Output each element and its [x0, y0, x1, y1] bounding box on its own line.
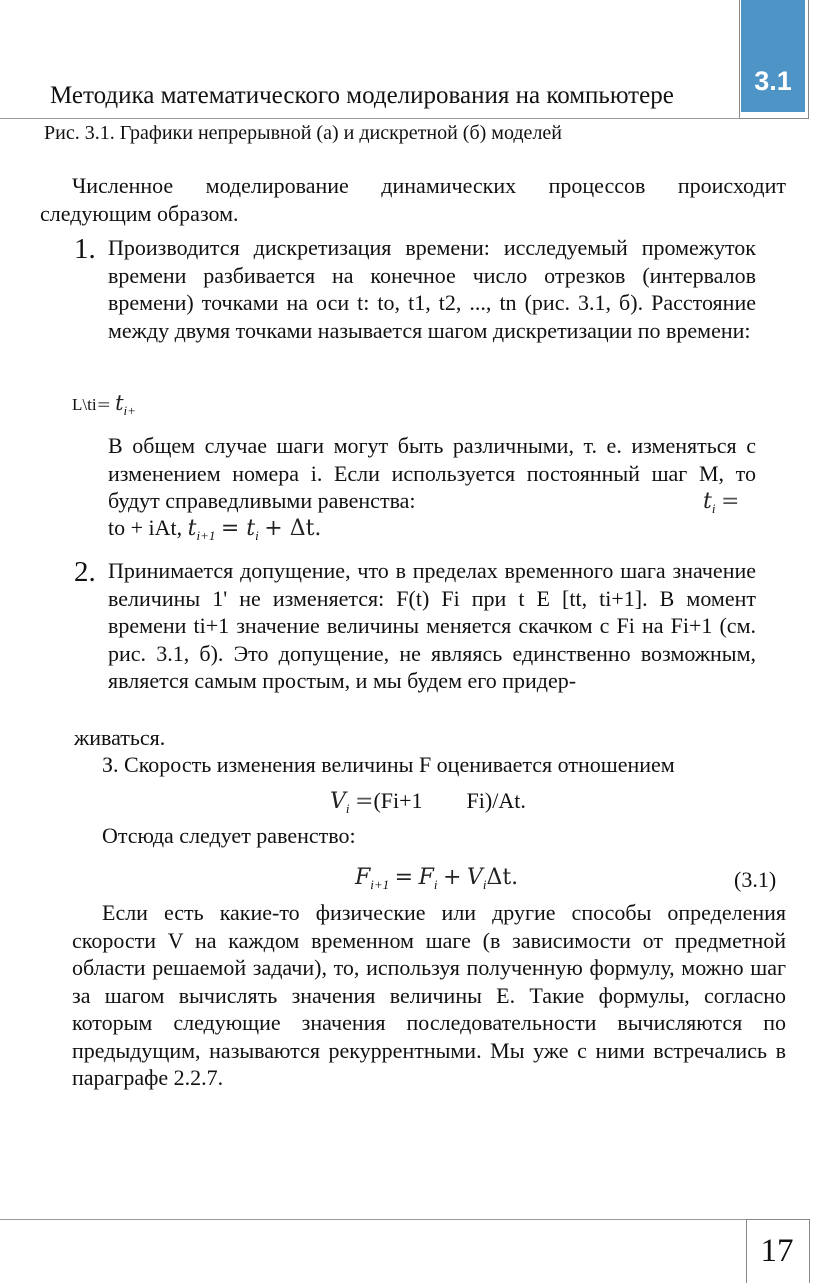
inline-f2-rest: = t [220, 516, 256, 541]
step-formula-eq: = [96, 395, 111, 415]
page-number: 17 [760, 1233, 794, 1269]
inline-f2-end: + Δt. [264, 516, 322, 541]
inline-f2-sub: i+1 [196, 528, 216, 543]
running-title: Методика математического моделирования на компьютере [50, 82, 674, 109]
intro-paragraph: Численное моделирование динамических процессов происходит следующим образом. [40, 173, 786, 226]
item-2-number: 2. [74, 556, 96, 588]
inline-formula-2-line [108, 514, 321, 550]
eq-f2: F [418, 865, 434, 890]
velocity-v-sub: i [345, 801, 350, 816]
eq-f1-sub: i+1 [370, 877, 390, 892]
item-1-number: 1. [74, 233, 96, 265]
inline-f1-sub: i [711, 501, 716, 516]
velocity-text: (Fi+1 Fi)/At. [373, 788, 526, 813]
consequence-text: Отсюда следует равенство: [102, 823, 356, 848]
inline-f2-sub2: i [255, 528, 259, 543]
item-1-text-2: В общем случае шаги могут быть различными, т. е. изменяться с изменением номера i. Если используется постоянный шаг М, то будут справедливыми равенства: [108, 433, 756, 513]
eq-equals: = [394, 865, 414, 890]
header-divider [0, 118, 740, 119]
velocity-eq: = [355, 789, 374, 814]
item-1-tail: to + iAt, [108, 515, 183, 540]
item-2-text: Принимается допущение, что в пределах временного шага значение величины 1' не изменяется: F(t) Fi при t E [tt, ti+1]. В момент времени ti+1 значение величины меняется скачком с Fi на Fi+1 (см. рис. 3.1, б). Это допущение, не являясь единственно возможным, является самым простым, и мы будем его придер- [108, 558, 756, 693]
inline-f1-eq: = [720, 489, 740, 514]
eq-plus: + [442, 865, 462, 890]
velocity-formula [330, 787, 526, 823]
inline-formula-1 [703, 487, 739, 523]
velocity-v: V [330, 789, 346, 814]
equation-number: (3.1) [734, 867, 777, 892]
item-1-text: Производится дискретизация времени: исследуемый промежуток времени разбивается на конечное число отрезков (интервалов времени) точками на оси t: to, t1, t2, ..., tn (рис. 3.1, б). Расстояние между двумя точками называется шагом дискретизации по времени: [108, 235, 756, 343]
section-tab-label: 3.1 [754, 66, 792, 96]
inline-f1-t: t [703, 489, 712, 514]
eq-v-sub: i [482, 877, 487, 892]
step-formula-t-sub: i+ [123, 403, 136, 418]
final-paragraph: Если есть какие-то физические или другие способы определения скорости V на каждом временном шаге (в зависимости от предметной области решаемой задачи), то, используя полученную формулу, можно шаг за шагом вычислять значения величины Е. Такие формулы, согласно которым следующие значения последовательности вычисляются по предыдущим, называются рекуррентными. Мы уже с ними встречались в параграфе 2.2.7. [72, 900, 786, 1090]
inline-f2-t: t [187, 516, 197, 541]
eq-f1: F [355, 865, 371, 890]
eq-v: V [466, 865, 483, 890]
step-formula-t: t [115, 391, 124, 415]
figure-caption: Рис. 3.1. Графики непрерывной (а) и дискретной (б) моделей [44, 122, 562, 144]
item-3-text: З. Скорость изменения величины F оценивается отношением [102, 752, 675, 777]
eq-f2-sub: i [433, 877, 438, 892]
item-2-continuation: живаться. [74, 725, 166, 750]
step-formula [72, 390, 136, 425]
step-formula-prefix: L\ti [72, 395, 97, 414]
equation-3-1 [355, 863, 518, 899]
footer-divider [0, 1219, 746, 1220]
eq-tail: Δt. [486, 865, 519, 890]
